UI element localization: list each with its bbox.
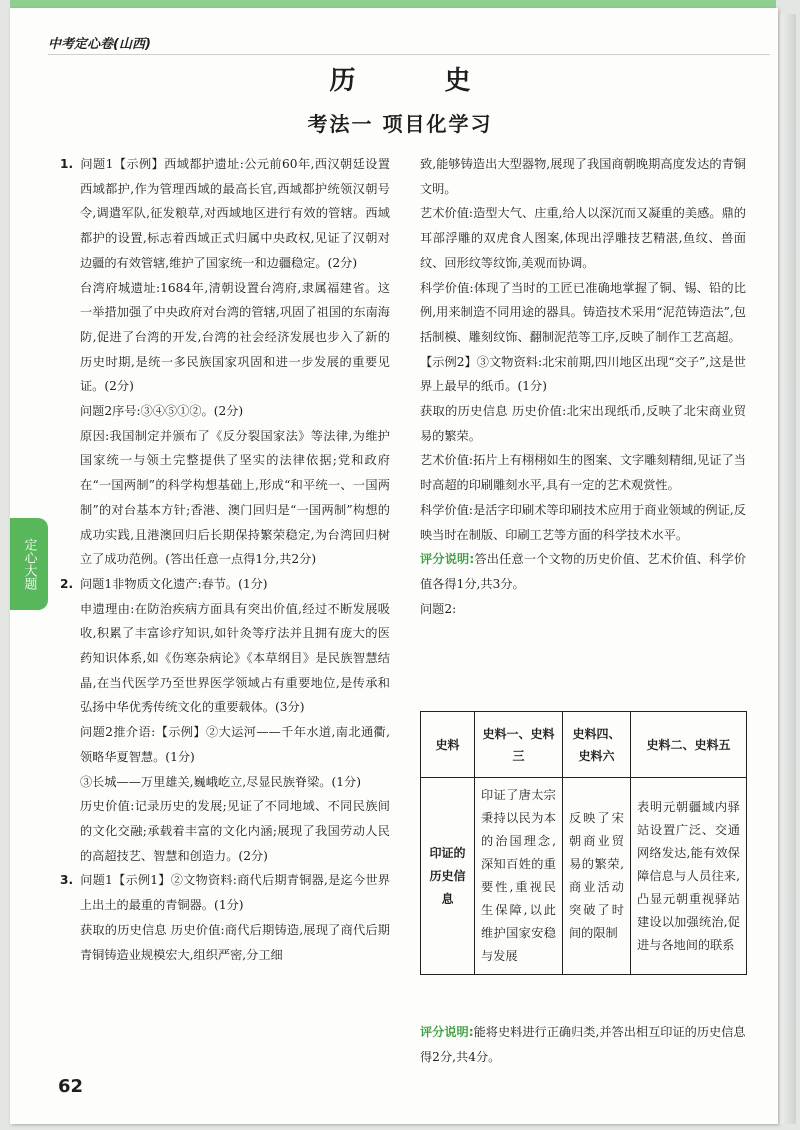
scoring-note-1-text: 答出任意一个文物的历史价值、艺术价值、科学价值各得1分,共3分。 [420,552,747,591]
right-paragraph-2: 艺术价值:造型大气、庄重,给人以深沉而又凝重的美感。鼎的耳部浮雕的双虎食人图案,体现出浮雕技艺精湛,鱼纹、兽面纹、回形纹等纹饰,美观而协调。 [420,206,746,270]
right-paragraph-6: 艺术价值:拓片上有栩栩如生的图案、文字雕刻精细,见证了当时高超的印刷雕刻水平,具有一定的艺术观赏性。 [420,453,746,493]
page-title: 历 史 [329,66,511,96]
scoring-note-2 [420,1020,750,1069]
page-edge-shadow [780,14,796,1124]
q1-paragraph-2: 台湾府城遗址:1684年,清朝设置台湾府,隶属福建省。这一举措加强了中央政府对台湾的管辖,巩固了祖国的东南海防,促进了台湾的开发,台湾的社会经济发展也步入了新的历史时期,是统一多民族国家巩固和进一步发展的重要见证。(2分) [80,280,390,394]
right-paragraph-3: 科学价值:体现了当时的工匠已准确地掌握了铜、锡、铅的比例,用来制造不同用途的器具。铸造技术采用“泥范铸造法”,包括制模、雕刻纹饰、翻制泥范等工序,反映了制作工艺高超。 [420,280,746,344]
question-1 [60,152,390,572]
right-column [420,152,746,621]
table-cell: 印证了唐太宗秉持以民为本的治国理念,深知百姓的重要性,重视民生保障,以此维护国家安稳与发展 [475,778,563,975]
q2-paragraph-5: 历史价值:记录历史的发展;见证了不同地域、不同民族间的文化交融;承载着丰富的文化内涵;展现了我国劳动人民的高超技艺、智慧和创造力。(2分) [80,799,390,863]
question-2-label: 问题2: [420,601,457,616]
table-cell: 反映了宋朝商业贸易的繁荣,商业活动突破了时间的限制 [563,778,631,975]
table-header-cell: 史料二、史料五 [631,712,747,778]
q3-number: 3. [60,873,74,888]
q1-paragraph-3: 问题2序号:③④⑤①②。(2分) [80,404,244,419]
page-subtitle: 考法一 项目化学习 [307,112,493,136]
q2-paragraph-1: 2. 问题1非物质文化遗产:春节。(1分) [80,572,390,597]
right-paragraph-4: 【示例2】③文物资料:北宋前期,四川地区出现“交子”,这是世界上最早的纸币。(1分) [420,354,746,394]
table-header-cell: 史料一、史料三 [475,712,563,778]
table-header-cell: 史料四、史料六 [563,712,631,778]
section-side-tab: 定心大题 [10,518,48,610]
question-3 [60,868,390,967]
q1-paragraph-1: 1. 问题1【示例】西域都护遗址:公元前60年,西汉朝廷设置西域都护,作为管理西域的最高长官,西域都护统领汉朝号令,调遣军队,征发粮草,对西域地区进行有效的管辖。西域都护的设置,标志着西域正式归属中央政权,见证了汉朝对边疆的有效管辖,维护了国家统一和边疆稳定。(2分) [80,152,390,276]
q1-paragraph-4: 原因:我国制定并颁布了《反分裂国家法》等法律,为维护国家统一与领土完整提供了坚实的法律依据;党和政府在“一国两制”的科学构想基础上,形成“和平统一、一国两制”的对台基本方针;香港、澳门回归是“一国两制”构想的成功实践,且港澳回归后长期保持繁荣稳定,为台湾回归树立了成功范例。(答出任意一点得1分,共2分) [80,428,390,567]
q2-paragraph-4: ③长城——万里雄关,巍峨屹立,尽显民族脊梁。(1分) [80,774,361,789]
scoring-note-2-text: 能将史料进行正确归类,并答出相互印证的历史信息得2分,共4分。 [420,1025,746,1064]
scoring-note-1-label: 评分说明: [420,552,475,567]
right-paragraph-7: 科学价值:是活字印刷术等印刷技术应用于商业领域的例证,反映当时在制版、印刷工艺等方面的科学技术水平。 [420,502,746,542]
table-row [421,778,747,975]
table-header-cell: 史料 [421,712,475,778]
q3-paragraph-1: 3. 问题1【示例1】②文物资料:商代后期青铜器,是迄今世界上出土的最重的青铜器。(1分) [80,868,390,917]
table-row-header: 印证的历史信息 [421,778,475,975]
source-classification-table [420,711,747,975]
right-paragraph-1: 致,能够铸造出大型器物,展现了我国商朝晚期高度发达的青铜文明。 [420,157,746,196]
header-divider [48,54,770,55]
q2-paragraph-3: 问题2推介语:【示例】②大运河——千年水道,南北通衢,领略华夏智慧。(1分) [80,725,390,764]
page-number: 62 [58,1076,84,1097]
question-2 [60,572,390,868]
q2-number: 2. [60,576,74,591]
q2-paragraph-2: 申遗理由:在防治疾病方面具有突出价值,经过不断发展吸收,积累了丰富诊疗知识,如针灸等疗法并且拥有庞大的医药知识体系,如《伤寒杂病论》《本草纲目》是民族智慧结晶,在当代医学乃至世界医学领域占有重要地位,是传承和弘扬中华优秀传统文化的重要载体。(3分) [80,601,390,715]
running-header: 中考定心卷(山西) [48,37,151,52]
q1-number: 1. [60,157,74,171]
scoring-note-2-label: 评分说明: [420,1025,474,1039]
scoring-note-1 [420,547,746,596]
table-cell: 表明元朝疆域内驿站设置广泛、交通网络发达,能有效保障信息与人员往来,凸显元朝重视驿站建设以加强统治,促进与各地间的联系 [631,778,747,975]
q3-paragraph-2: 获取的历史信息 历史价值:商代后期铸造,展现了商代后期青铜铸造业规模宏大,组织严密,分工细 [80,922,390,962]
table-header-row [421,712,747,778]
right-paragraph-5: 获取的历史信息 历史价值:北宋出现纸币,反映了北宋商业贸易的繁荣。 [420,404,746,443]
left-column [60,152,390,967]
